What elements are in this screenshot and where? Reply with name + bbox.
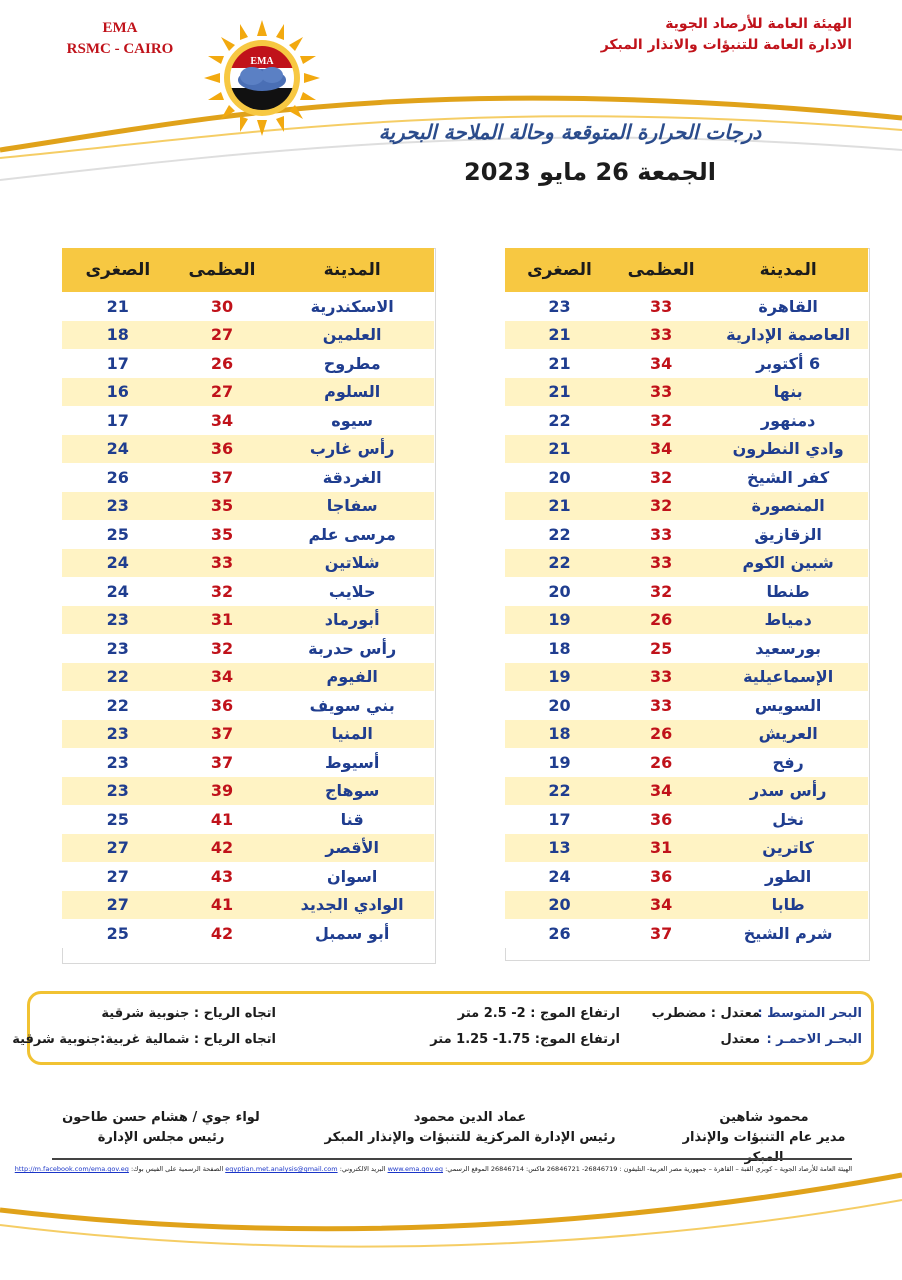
city-cell: كفر الشيخ [708, 463, 868, 492]
city-cell: سوهاج [270, 777, 434, 806]
city-cell: الاسكندرية [270, 292, 434, 321]
table-row [505, 435, 868, 464]
table-row [505, 292, 868, 321]
table-row [505, 349, 868, 378]
table-row [505, 748, 868, 777]
city-cell: سيوه [270, 406, 434, 435]
min-temp-cell: 20 [505, 463, 614, 492]
signatory-name: عماد الدين محمود [413, 1110, 527, 1125]
min-temp-cell: 21 [505, 378, 614, 407]
signatory-title: مدير عام التنبؤات والإنذار المبكر [682, 1130, 846, 1165]
med-sea-wave: ارتفاع الموج : 2- 2.5 متر [457, 1006, 620, 1021]
city-cell: حلايب [270, 577, 434, 606]
city-cell: الفيوم [270, 663, 434, 692]
min-temp-cell: 23 [62, 492, 174, 521]
max-temp-cell: 26 [614, 720, 708, 749]
max-temp-cell: 31 [614, 834, 708, 863]
max-temp-cell: 36 [614, 805, 708, 834]
min-temp-cell: 19 [505, 663, 614, 692]
min-temp-cell: 25 [62, 520, 174, 549]
min-temp-cell: 23 [62, 720, 174, 749]
max-temp-cell: 34 [614, 435, 708, 464]
city-cell: رأس حدربة [270, 634, 434, 663]
org-arabic-header [522, 14, 852, 56]
max-temp-cell: 32 [174, 577, 271, 606]
forecast-date: الجمعة 26 مايو 2023 [464, 158, 716, 186]
table-row [62, 862, 434, 891]
max-temp-cell: 37 [174, 748, 271, 777]
min-temp-cell: 19 [505, 748, 614, 777]
max-temp-cell: 33 [614, 663, 708, 692]
city-cell: العريش [708, 720, 868, 749]
table-row [505, 577, 868, 606]
max-temp-cell: 35 [174, 492, 271, 521]
logo-text: EMA [250, 56, 274, 67]
max-temp-cell: 31 [174, 606, 271, 635]
table-row [505, 634, 868, 663]
ema-sun-logo-icon [196, 18, 328, 136]
min-temp-cell: 26 [505, 919, 614, 948]
table-row [505, 691, 868, 720]
min-temp-cell: 20 [505, 691, 614, 720]
footer-address: الهيئة العامة للأرصاد الجوية – كوبري القبة – القاهرة – جمهورية مصر العربية- التليفون : 26846719- 26846721 فاكس: 26846714 الموقع الرسمي: [445, 1165, 852, 1173]
table-row [62, 919, 434, 948]
signatory-name: محمود شاهين [719, 1110, 809, 1125]
city-cell: شرم الشيخ [708, 919, 868, 948]
city-cell: العلمين [270, 321, 434, 350]
column-header-min: الصغرى [62, 248, 174, 292]
table-row [62, 691, 434, 720]
max-temp-cell: 34 [614, 349, 708, 378]
city-cell: سفاجا [270, 492, 434, 521]
max-temp-cell: 41 [174, 805, 271, 834]
city-cell: الطور [708, 862, 868, 891]
min-temp-cell: 18 [62, 321, 174, 350]
table-row [505, 549, 868, 578]
table-row [505, 321, 868, 350]
city-cell: أبو سمبل [270, 919, 434, 948]
min-temp-cell: 25 [62, 805, 174, 834]
city-cell: أبورماد [270, 606, 434, 635]
min-temp-cell: 26 [62, 463, 174, 492]
table-header-row [505, 248, 868, 292]
city-cell: نخل [708, 805, 868, 834]
department-name: الادارة العامة للتنبؤات والانذار المبكر [600, 37, 852, 53]
table-row [62, 606, 434, 635]
max-temp-cell: 41 [174, 891, 271, 920]
max-temp-cell: 30 [174, 292, 271, 321]
table-row [505, 520, 868, 549]
min-temp-cell: 25 [62, 919, 174, 948]
max-temp-cell: 33 [614, 549, 708, 578]
table-row [62, 777, 434, 806]
min-temp-cell: 24 [62, 549, 174, 578]
city-cell: مرسى علم [270, 520, 434, 549]
table-row [62, 834, 434, 863]
footer-contact [14, 1165, 852, 1173]
max-temp-cell: 37 [614, 919, 708, 948]
table-row [62, 349, 434, 378]
max-temp-cell: 36 [174, 691, 271, 720]
min-temp-cell: 21 [505, 435, 614, 464]
city-cell: رأس غارب [270, 435, 434, 464]
min-temp-cell: 13 [505, 834, 614, 863]
min-temp-cell: 20 [505, 577, 614, 606]
footer-divider [52, 1158, 852, 1160]
city-cell: الغردقة [270, 463, 434, 492]
footer-email-link[interactable]: egyptian.met.analysis@gmail.com [225, 1165, 338, 1173]
city-cell: بني سويف [270, 691, 434, 720]
min-temp-cell: 17 [505, 805, 614, 834]
min-temp-cell: 23 [62, 606, 174, 635]
footer-facebook-link[interactable]: http://m.facebook.com/ema.gov.eg [14, 1165, 129, 1173]
city-cell: العاصمة الإدارية [708, 321, 868, 350]
table-row [62, 435, 434, 464]
min-temp-cell: 22 [62, 691, 174, 720]
city-cell: شلاتين [270, 549, 434, 578]
max-temp-cell: 25 [614, 634, 708, 663]
city-cell: القاهرة [708, 292, 868, 321]
table-row [505, 777, 868, 806]
min-temp-cell: 19 [505, 606, 614, 635]
max-temp-cell: 42 [174, 834, 271, 863]
red-sea-wave: ارتفاع الموج: 1.75- 1.25 متر [430, 1032, 620, 1047]
table-row [505, 834, 868, 863]
city-cell: الوادي الجديد [270, 891, 434, 920]
max-temp-cell: 37 [174, 463, 271, 492]
column-header-min: الصغرى [505, 248, 614, 292]
max-temp-cell: 36 [174, 435, 271, 464]
max-temp-cell: 42 [174, 919, 271, 948]
min-temp-cell: 20 [505, 891, 614, 920]
footer-website-link[interactable]: www.ema.gov.eg [387, 1165, 444, 1173]
max-temp-cell: 34 [174, 406, 271, 435]
red-sea-wind: اتجاه الرياح : شمالية غربية:جنوبية شرقية [12, 1032, 276, 1047]
min-temp-cell: 23 [62, 748, 174, 777]
city-cell: 6 أكتوبر [708, 349, 868, 378]
city-cell: مطروح [270, 349, 434, 378]
max-temp-cell: 34 [614, 891, 708, 920]
max-temp-cell: 35 [174, 520, 271, 549]
page-title: درجات الحرارة المتوقعة وحالة الملاحة البحرية [378, 120, 762, 144]
city-cell: بنها [708, 378, 868, 407]
footer-email-label: البريد الالكتروني: [339, 1165, 386, 1173]
min-temp-cell: 22 [62, 663, 174, 692]
signature-block-central-manager [320, 1108, 620, 1148]
max-temp-cell: 26 [174, 349, 271, 378]
signatory-title: رئيس مجلس الإدارة [97, 1130, 225, 1145]
max-temp-cell: 33 [174, 549, 271, 578]
city-cell: كاترين [708, 834, 868, 863]
min-temp-cell: 22 [505, 406, 614, 435]
min-temp-cell: 23 [62, 634, 174, 663]
min-temp-cell: 22 [505, 549, 614, 578]
min-temp-cell: 21 [62, 292, 174, 321]
city-cell: رفح [708, 748, 868, 777]
max-temp-cell: 32 [614, 406, 708, 435]
table-row [505, 663, 868, 692]
table-row [505, 406, 868, 435]
city-cell: شبين الكوم [708, 549, 868, 578]
ema-english-header [40, 18, 200, 60]
table-row [505, 606, 868, 635]
city-cell: الأقصر [270, 834, 434, 863]
max-temp-cell: 39 [174, 777, 271, 806]
max-temp-cell: 43 [174, 862, 271, 891]
min-temp-cell: 17 [62, 406, 174, 435]
signatory-name: لواء جوي / هشام حسن طاحون [62, 1110, 260, 1125]
table-row [62, 634, 434, 663]
max-temp-cell: 34 [174, 663, 271, 692]
table-row [62, 520, 434, 549]
max-temp-cell: 26 [614, 606, 708, 635]
table-row [62, 577, 434, 606]
ema-acronym: EMA [102, 20, 138, 36]
max-temp-cell: 34 [614, 777, 708, 806]
med-sea-wind: اتجاه الرياح : جنوبية شرقية [101, 1006, 276, 1021]
table-row [505, 805, 868, 834]
min-temp-cell: 23 [505, 292, 614, 321]
min-temp-cell: 22 [505, 520, 614, 549]
signature-block-chairman [46, 1108, 276, 1148]
min-temp-cell: 18 [505, 720, 614, 749]
min-temp-cell: 24 [505, 862, 614, 891]
table-row [62, 549, 434, 578]
signatory-title: رئيس الإدارة المركزية للتنبؤات والإنذار المبكر [324, 1130, 616, 1145]
table-row [62, 321, 434, 350]
table-row [62, 891, 434, 920]
min-temp-cell: 21 [505, 321, 614, 350]
min-temp-cell: 24 [62, 435, 174, 464]
column-header-city: المدينة [708, 248, 868, 292]
column-header-city: المدينة [270, 248, 434, 292]
table-row [505, 463, 868, 492]
max-temp-cell: 32 [614, 492, 708, 521]
med-sea-label: البحر المتوسط : [757, 1006, 862, 1021]
max-temp-cell: 32 [174, 634, 271, 663]
min-temp-cell: 27 [62, 891, 174, 920]
city-cell: المنيا [270, 720, 434, 749]
marine-conditions-box [27, 991, 874, 1065]
table-row [62, 292, 434, 321]
city-cell: الإسماعيلية [708, 663, 868, 692]
city-cell: دمنهور [708, 406, 868, 435]
max-temp-cell: 26 [614, 748, 708, 777]
table-row [62, 378, 434, 407]
max-temp-cell: 33 [614, 520, 708, 549]
footer-facebook-label: الصفحة الرسمية على الفيس بوك: [130, 1165, 224, 1173]
min-temp-cell: 24 [62, 577, 174, 606]
max-temp-cell: 36 [614, 862, 708, 891]
med-sea-state: معتدل : مضطرب [651, 1006, 760, 1021]
table-row [62, 720, 434, 749]
table-row [505, 891, 868, 920]
min-temp-cell: 27 [62, 862, 174, 891]
org-name: الهيئة العامة للأرصاد الجوية [665, 16, 852, 32]
max-temp-cell: 32 [614, 463, 708, 492]
max-temp-cell: 27 [174, 321, 271, 350]
city-cell: السلوم [270, 378, 434, 407]
table-row [62, 406, 434, 435]
city-cell: وادي النطرون [708, 435, 868, 464]
city-cell: طابا [708, 891, 868, 920]
min-temp-cell: 21 [505, 349, 614, 378]
table-header-row [62, 248, 434, 292]
column-header-max: العظمى [174, 248, 271, 292]
city-cell: بورسعيد [708, 634, 868, 663]
min-temp-cell: 22 [505, 777, 614, 806]
max-temp-cell: 37 [174, 720, 271, 749]
red-sea-label: البحـر الاحمـر : [766, 1032, 862, 1047]
city-cell: المنصورة [708, 492, 868, 521]
table-row [62, 463, 434, 492]
right-temperature-table [505, 248, 868, 948]
city-cell: الزقازيق [708, 520, 868, 549]
red-sea-state: معتدل [720, 1032, 760, 1047]
left-temperature-table [62, 248, 434, 948]
rsmc-label: RSMC - CAIRO [66, 41, 174, 57]
table-row [62, 492, 434, 521]
city-cell: اسوان [270, 862, 434, 891]
max-temp-cell: 32 [614, 577, 708, 606]
city-cell: رأس سدر [708, 777, 868, 806]
city-cell: دمياط [708, 606, 868, 635]
min-temp-cell: 18 [505, 634, 614, 663]
min-temp-cell: 23 [62, 777, 174, 806]
table-row [505, 378, 868, 407]
table-row [505, 720, 868, 749]
max-temp-cell: 27 [174, 378, 271, 407]
column-header-max: العظمى [614, 248, 708, 292]
table-row [62, 805, 434, 834]
table-row [505, 919, 868, 948]
min-temp-cell: 21 [505, 492, 614, 521]
min-temp-cell: 27 [62, 834, 174, 863]
max-temp-cell: 33 [614, 292, 708, 321]
table-row [505, 862, 868, 891]
city-cell: السويس [708, 691, 868, 720]
max-temp-cell: 33 [614, 691, 708, 720]
min-temp-cell: 17 [62, 349, 174, 378]
max-temp-cell: 33 [614, 321, 708, 350]
table-row [62, 748, 434, 777]
city-cell: قنا [270, 805, 434, 834]
max-temp-cell: 33 [614, 378, 708, 407]
city-cell: طنطا [708, 577, 868, 606]
city-cell: أسيوط [270, 748, 434, 777]
table-row [62, 663, 434, 692]
table-row [505, 492, 868, 521]
min-temp-cell: 16 [62, 378, 174, 407]
